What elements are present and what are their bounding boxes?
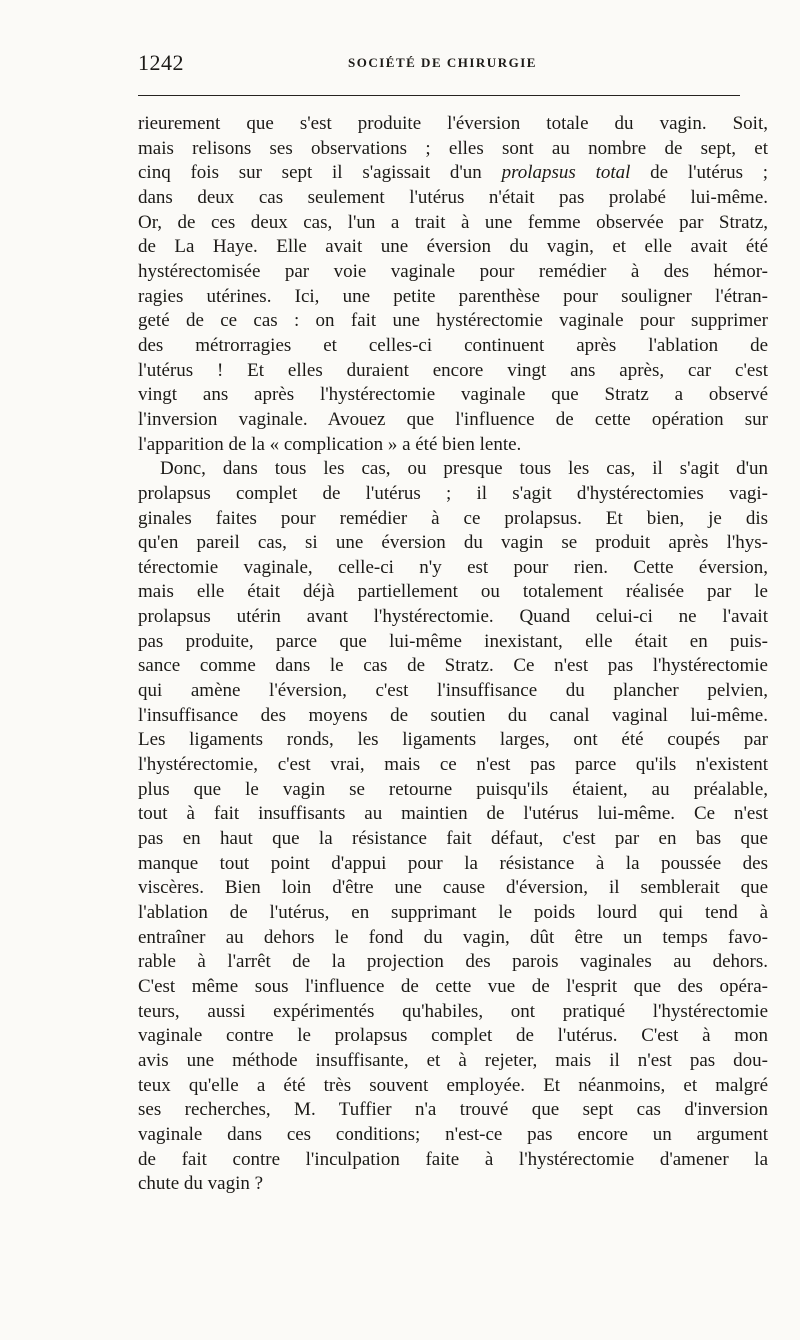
text-line: vaginale contre le prolapsus complet de l'utérus. C'est à mon	[138, 1025, 768, 1047]
text-line: pas en haut que la résistance fait défaut, c'est par en bas que	[138, 828, 768, 850]
page-header	[138, 48, 740, 78]
text-line: vaginale dans ces conditions; n'est-ce pas encore un argument	[138, 1123, 768, 1145]
text-line: prolapsus utérin avant l'hystérectomie. Quand celui-ci ne l'avait	[138, 606, 768, 628]
text-line: avis une méthode insuffisante, et à rejeter, mais il n'est pas dou-	[138, 1049, 768, 1071]
text-line: térectomie vaginale, celle-ci n'y est pour rien. Cette éversion,	[138, 556, 768, 578]
text-line: tout à fait insuffisants au maintien de l'utérus lui-même. Ce n'est	[138, 803, 768, 825]
text-line: pas produite, parce que lui-même inexistant, elle était en puis-	[138, 630, 768, 652]
text-line: entraîner au dehors le fond du vagin, dût être un temps favo-	[138, 926, 768, 948]
text-line: vingt ans après l'hystérectomie vaginale que Stratz a observé	[138, 384, 768, 406]
text-line: C'est même sous l'influence de cette vue de l'esprit que des opéra-	[138, 975, 768, 997]
text-line: teux qu'elle a été très souvent employée. Et néanmoins, et malgré	[138, 1074, 768, 1096]
text-line: l'utérus ! Et elles duraient encore vingt ans après, car c'est	[138, 359, 768, 381]
text-line: teurs, aussi expérimentés qu'habiles, ont pratiqué l'hystérectomie	[138, 1000, 768, 1022]
text-line: ginales faites pour remédier à ce prolapsus. Et bien, je dis	[138, 507, 768, 529]
text-line: mais relisons ses observations ; elles sont au nombre de sept, et	[138, 137, 768, 159]
text-line: l'hystérectomie, c'est vrai, mais ce n'est pas parce qu'ils n'existent	[138, 754, 768, 776]
text-line: hystérectomisée par voie vaginale pour remédier à des hémor-	[138, 260, 768, 282]
body-text	[138, 112, 768, 1197]
text-line: geté de ce cas : on fait une hystérectomie vaginale pour supprimer	[138, 310, 768, 332]
text-line: l'ablation de l'utérus, en supprimant le poids lourd qui tend à	[138, 902, 768, 923]
text-line: rieurement que s'est produite l'éversion totale du vagin. Soit,	[138, 113, 768, 134]
text-line: de La Haye. Elle avait une éversion du vagin, et elle avait été	[138, 236, 768, 258]
text-line: plus que le vagin se retourne puisqu'ils étaient, au préalable,	[138, 778, 768, 800]
text-line: prolapsus complet de l'utérus ; il s'agit d'hystérectomies vagi-	[138, 482, 768, 504]
italic-text: prolapsus total	[501, 162, 631, 184]
text-line: qui amène l'éversion, c'est l'insuffisance du plancher pelvien,	[138, 680, 768, 702]
text-line: de fait contre l'inculpation faite à l'hystérectomie d'amener la	[138, 1148, 768, 1170]
text-line: Les ligaments ronds, les ligaments larges, ont été coupés par	[138, 729, 768, 751]
text-line: viscères. Bien loin d'être une cause d'éversion, il semblerait que	[138, 877, 768, 899]
text-line: l'apparition de la « complication » a été bien lente.	[138, 433, 522, 455]
text-line: mais elle était déjà partiellement ou totalement réalisée par le	[138, 581, 768, 603]
text-line: l'insuffisance des moyens de soutien du canal vaginal lui-même.	[138, 704, 768, 726]
text-line: qu'en pareil cas, si une éversion du vagin se produit après l'hys-	[138, 532, 768, 554]
page-number: 1242	[138, 50, 184, 75]
text-line: manque tout point d'appui pour la résistance à la poussée des	[138, 852, 768, 874]
header-rule	[138, 95, 740, 96]
text-line: rable à l'arrêt de la projection des parois vaginales au dehors.	[138, 951, 768, 973]
paragraph	[138, 457, 768, 1197]
text-line: ses recherches, M. Tuffier n'a trouvé que sept cas d'inversion	[138, 1099, 768, 1121]
running-head: SOCIÉTÉ DE CHIRURGIE	[348, 55, 537, 70]
text-line: cinq fois sur sept il s'agissait d'un prolapsus total de l'utérus ;	[138, 162, 768, 184]
text-line: chute du vagin ?	[138, 1173, 264, 1195]
text-line: sance comme dans le cas de Stratz. Ce n'est pas l'hystérectomie	[138, 655, 768, 677]
text-line: dans deux cas seulement l'utérus n'était pas prolabé lui-même.	[138, 186, 768, 208]
text-line: ragies utérines. Ici, une petite parenthèse pour souligner l'étran-	[138, 285, 768, 307]
paragraph	[138, 112, 768, 457]
text-line: des métrorragies et celles-ci continuent après l'ablation de	[138, 334, 768, 356]
text-line: Donc, dans tous les cas, ou presque tous les cas, il s'agit d'un	[160, 458, 768, 480]
text-line: Or, de ces deux cas, l'un a trait à une femme observée par Stratz,	[138, 211, 768, 233]
text-line: l'inversion vaginale. Avouez que l'influence de cette opération sur	[138, 408, 768, 430]
